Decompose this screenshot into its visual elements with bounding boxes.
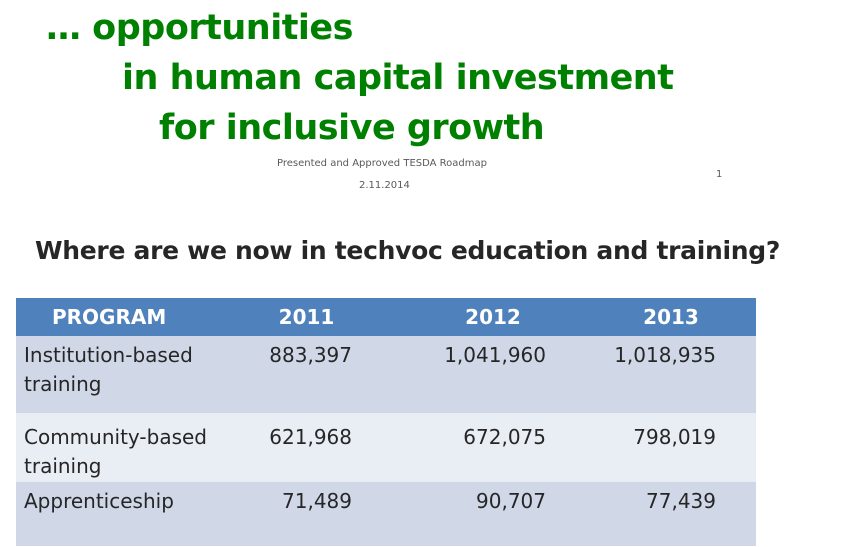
slide-date: 2.11.2014 (359, 180, 410, 191)
enrollment-table (16, 298, 756, 546)
program-name: Community-based training (16, 413, 213, 482)
value-2012: 1,041,960 (400, 336, 586, 413)
table-header-row (16, 298, 756, 336)
value-2013: 798,019 (586, 413, 756, 482)
column-header-2012: 2012 (400, 298, 586, 336)
section-heading: Where are we now in techvoc education and training? (35, 236, 781, 265)
value-2012: 672,075 (400, 413, 586, 482)
page-number: 1 (716, 169, 723, 180)
value-2012: 90,707 (400, 482, 586, 546)
value-2013: 1,018,935 (586, 336, 756, 413)
value-2011: 621,968 (213, 413, 400, 482)
program-name: Institution-based training (16, 336, 213, 413)
value-2011: 71,489 (213, 482, 400, 546)
table-row (16, 336, 756, 413)
column-header-2013: 2013 (586, 298, 756, 336)
slide-title-line-1: … opportunities (46, 8, 354, 48)
table-row (16, 482, 756, 546)
slide-title-line-2: in human capital investment (122, 58, 674, 98)
column-header-program: PROGRAM (16, 298, 213, 336)
value-2011: 883,397 (213, 336, 400, 413)
program-name: Apprenticeship (16, 482, 213, 546)
value-2013: 77,439 (586, 482, 756, 546)
column-header-2011: 2011 (213, 298, 400, 336)
slide-subtitle: Presented and Approved TESDA Roadmap (277, 158, 487, 169)
slide-title-line-3: for inclusive growth (159, 108, 545, 148)
table-row (16, 413, 756, 482)
